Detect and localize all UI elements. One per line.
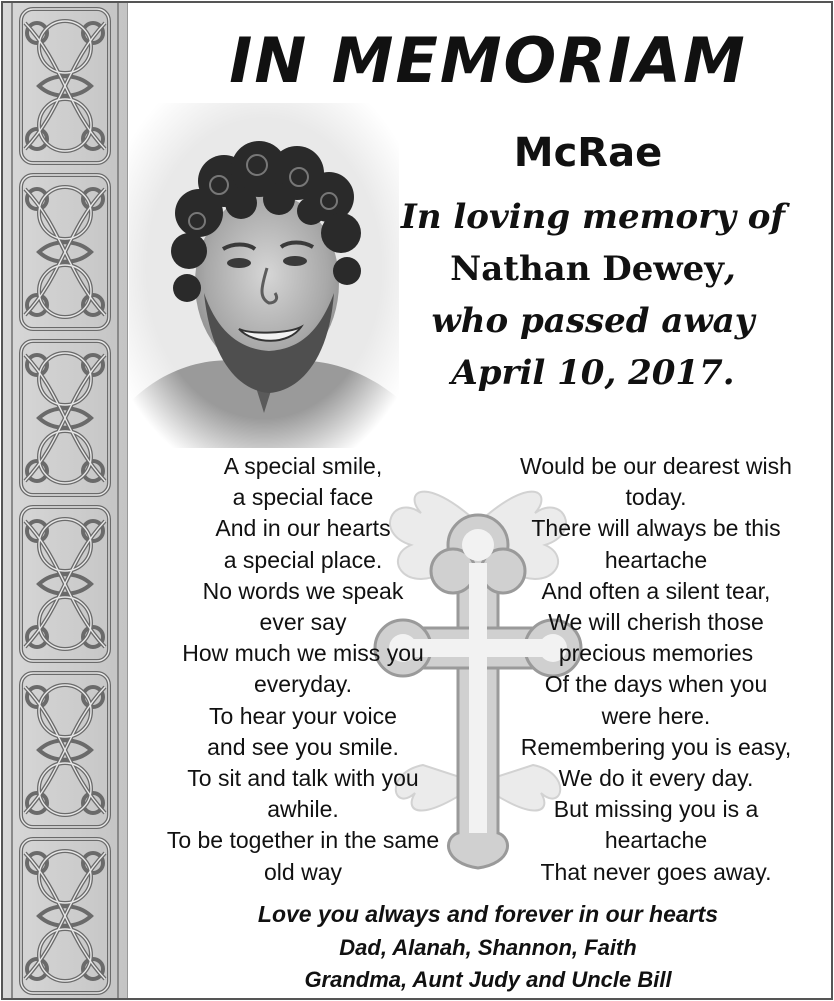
date-line: April 10, 2017. (451, 353, 735, 393)
intro-line: In loving memory of (400, 197, 786, 237)
poem-line: awhile. (267, 796, 339, 823)
poem-line: Of the days when you (544, 671, 768, 698)
poem-line: To be together in the same (166, 827, 440, 854)
poem-line: were here. (601, 702, 711, 729)
poem-line: To sit and talk with you (187, 765, 419, 792)
poem-line: That never goes away. (540, 858, 772, 885)
surname-heading: McRae (513, 130, 663, 176)
full-name-line (383, 243, 803, 295)
name-suffix: , (724, 249, 736, 289)
poem-line: ever say (259, 609, 347, 636)
portrait-photo (129, 103, 399, 448)
poem-line: everyday. (253, 671, 352, 698)
poem-line: And in our hearts (215, 515, 391, 542)
poem-line: We do it every day. (558, 765, 754, 792)
poem-line: heartache (604, 827, 708, 854)
closing-family-line: Dad, Alanah, Shannon, Faith (339, 935, 637, 960)
poem-line: heartache (604, 546, 708, 573)
poem-line: Would be our dearest wish (520, 453, 792, 479)
poem-line: old way (264, 858, 342, 885)
poem-line: And often a silent tear, (541, 577, 771, 604)
poem-line: We will cherish those (548, 609, 764, 636)
poem-left-column (138, 451, 468, 888)
poem-line: There will always be this (531, 515, 781, 542)
poem-line: No words we speak (202, 577, 404, 604)
full-name: Nathan Dewey (450, 249, 725, 289)
page-title: IN MEMORIAM (229, 24, 747, 97)
poem-line: Remembering you is easy, (520, 733, 792, 760)
tribute-block (383, 191, 803, 399)
poem-line: But missing you is a (553, 796, 759, 823)
poem-line: today. (625, 484, 687, 511)
poem-line: A special smile, (223, 453, 383, 479)
passed-away-line: who passed away (431, 301, 755, 341)
poem-right-column (491, 451, 821, 888)
poem-line: a special face (232, 484, 374, 511)
poem-line: a special place. (223, 546, 383, 573)
poem-line: To hear your voice (209, 702, 397, 729)
memorial-notice (1, 1, 833, 1000)
poem-line: precious memories (558, 640, 754, 667)
poem-line: How much we miss you (182, 640, 424, 667)
closing-relatives-line: Grandma, Aunt Judy and Uncle Bill (304, 967, 672, 992)
celtic-knot-border-icon (3, 3, 128, 998)
poem-line: and see you smile. (207, 733, 399, 760)
closing-love-line: Love you always and forever in our hearts (257, 901, 719, 927)
